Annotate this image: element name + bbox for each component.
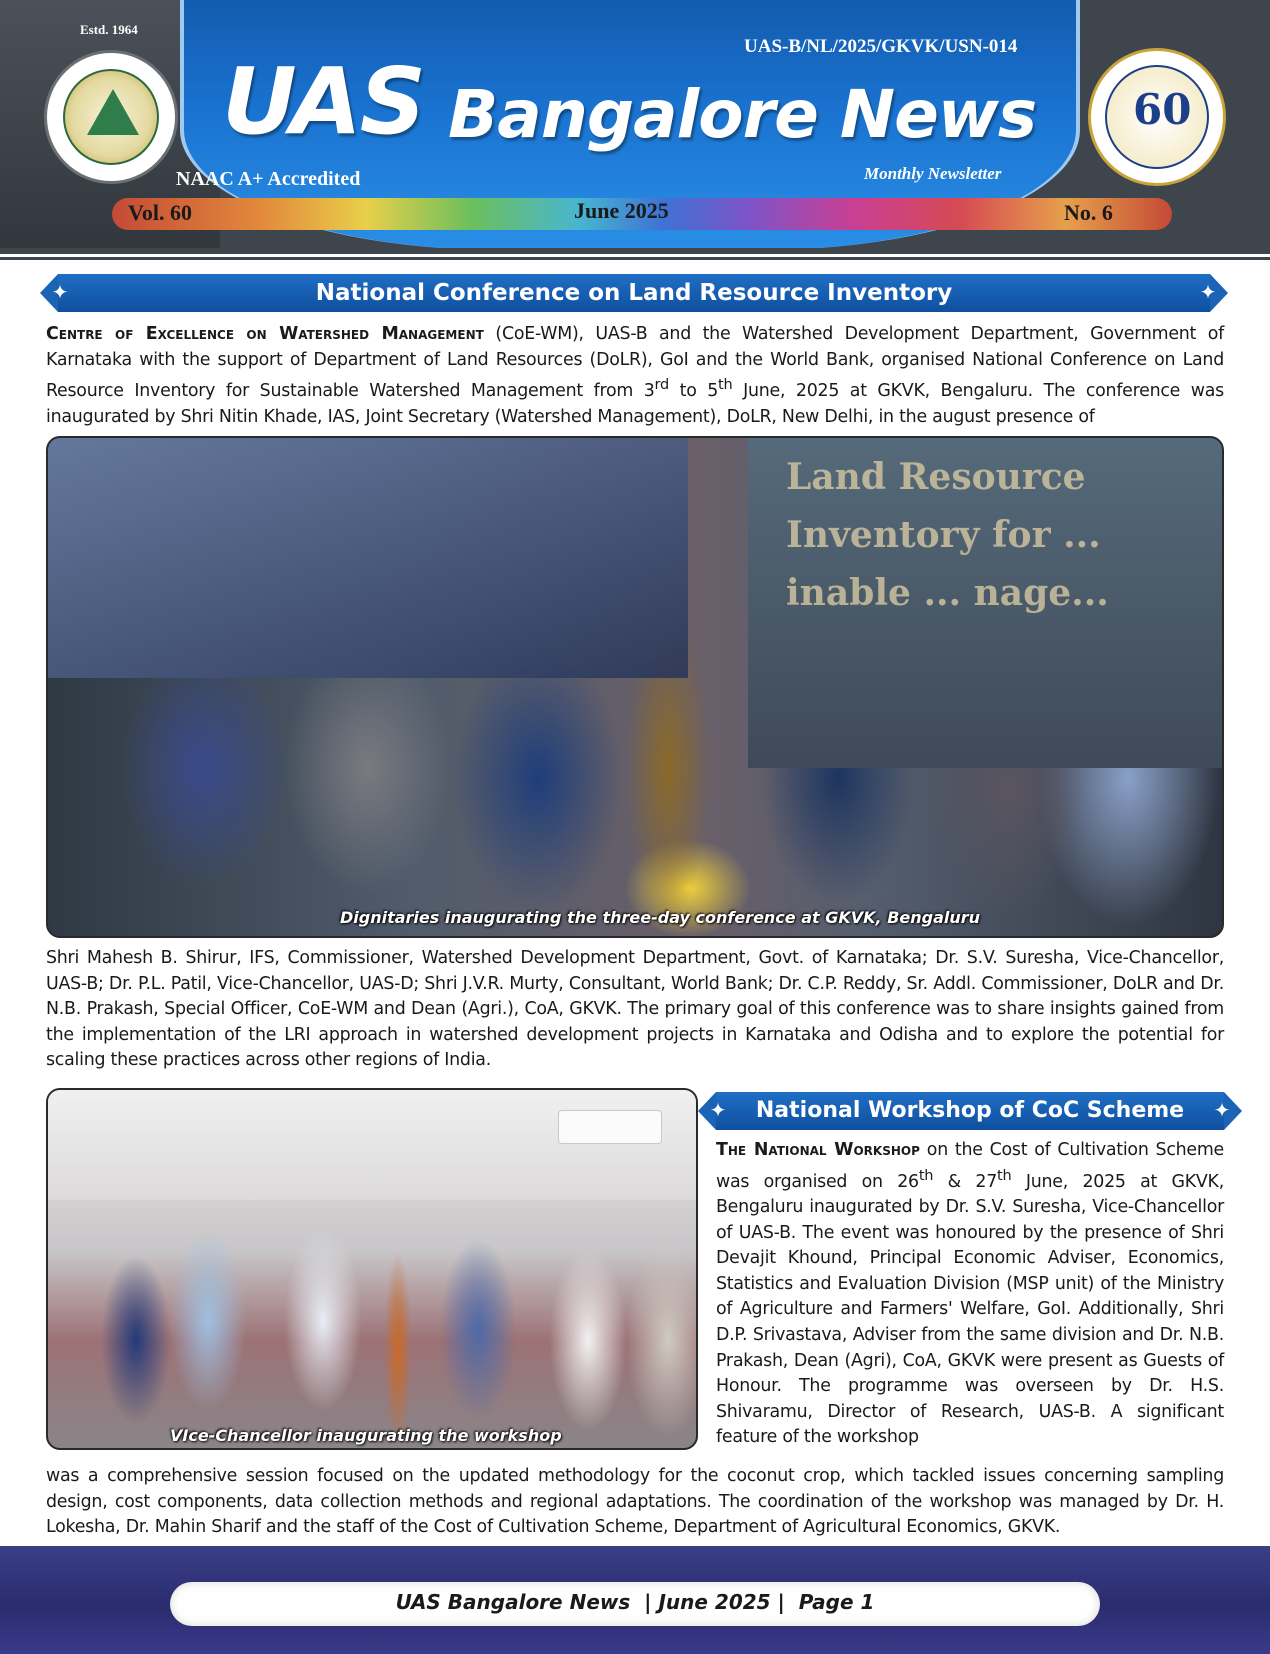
volume-label: Vol. 60 [128, 200, 192, 225]
conference-photo-caption: Dignitaries inaugurating the three-day conference at GKVK, Bengaluru [340, 908, 981, 927]
article2-paragraph-1: The National Workshop on the Cost of Cultivation Scheme was organised on 26th & 27th June, 2025 at GKVK, Bengaluru inaugurated by Dr. S.V. Suresha, Vice-Chancellor of UAS-B. The event was honoured by the presence of Shri Devajit Khound, Principal Economic Adviser, Economics, Statistics and Evaluation Division (MSP unit) of the Ministry of Agriculture and Farmers' Welfare, GoI. Additionally, Shri D.P. Srivastava, Adviser from the same division and Dr. N.B. Prakash, Dean (Agri), CoA, GKVK were present as Guests of Honour. The programme was overseen by Dr. H.S. Shivaramu, Director of Research, UAS-B. A significant feature of the workshop [716, 1140, 1224, 1448]
article2-lead: The National Workshop [716, 1140, 920, 1160]
sparkle-left-icon: ✦ [709, 1098, 727, 1122]
article1-lead: Centre of Excellence on Watershed Management [46, 324, 484, 344]
photo-wall [48, 1090, 698, 1200]
photo-backdrop-banner [748, 438, 1224, 768]
photo-backdrop-screen [48, 438, 688, 678]
article1-heading [51, 274, 1217, 312]
masthead-divider-thin [0, 257, 1270, 260]
article2-paragraph-2: was a comprehensive session focused on the updated methodology for the coconut crop, which tackled issues concerning sampling design, cost components, data collection methods and regional adaptations. The coordination of the workshop was managed by Dr. H. Lokesha, Dr. Mahin Sharif and the staff of the Cost of Cultivation Scheme, Department of Agricultural Economics, GKVK. [46, 1466, 1224, 1538]
newsletter-type-label: Monthly Newsletter [864, 164, 1002, 183]
masthead [0, 0, 1270, 248]
issue-number: No. 6 [1064, 200, 1113, 225]
issue-date: June 2025 [574, 198, 669, 223]
diamond-jubilee-emblem-icon [1088, 48, 1226, 186]
workshop-inauguration-photo [46, 1088, 698, 1450]
established-year: Estd. 1964 [80, 22, 138, 37]
workshop-photo-caption: VIce-Chancellor inaugurating the workshop [170, 1426, 562, 1445]
accreditation-label: NAAC A+ Accredited [176, 168, 361, 190]
article1-heading-text: National Conference on Land Resource Inventory [315, 280, 953, 306]
sparkle-right-icon: ✦ [1213, 1098, 1231, 1122]
photo-air-conditioner [558, 1110, 662, 1144]
sparkle-right-icon: ✦ [1199, 280, 1217, 304]
newsletter-reference-code: UAS-B/NL/2025/GKVK/USN-014 [744, 36, 1018, 57]
photo-banner-text: Land Resource Inventory for ... inable ... nage... [786, 456, 1109, 614]
article1-paragraph-1: Centre of Excellence on Watershed Management (CoE-WM), UAS-B and the Watershed Development Department, Government of Karnataka with the support of Department of Land Resources (DoLR), GoI and the World Bank, organised National Conference on Land Resource Inventory for Sustainable Watershed Management from 3rd to 5th June, 2025 at GKVK, Bengaluru. The conference was inaugurated by Shri Nitin Khade, IAS, Joint Secretary (Watershed Management), DoLR, New Delhi, in the august presence of [46, 324, 1224, 427]
conference-inauguration-photo [46, 436, 1224, 938]
footer-text: UAS Bangalore News | June 2025 | Page 1 [395, 1590, 875, 1614]
newsletter-title-uas: UAS [222, 48, 425, 155]
university-emblem-icon [44, 50, 178, 184]
sparkle-left-icon: ✦ [51, 280, 69, 304]
article2-heading-text: National Workshop of CoC Scheme [755, 1098, 1185, 1123]
article1-paragraph-2: Shri Mahesh B. Shirur, IFS, Commissioner, Watershed Development Department, Govt. of Karnataka; Dr. S.V. Suresha, Vice-Chancellor, UAS-B; Dr. P.L. Patil, Vice-Chancellor, UAS-D; Shri J.V.R. Murty, Consultant, World Bank; Dr. C.P. Reddy, Sr. Addl. Commissioner, DoLR and Dr. N.B. Prakash, Special Officer, CoE-WM and Dean (Agri.), CoA, GKVK. The primary goal of this conference was to share insights gained from the implementation of the LRI approach in watershed development projects in Karnataka and Odisha and to explore the potential for scaling these practices across other regions of India. [46, 948, 1224, 1071]
newsletter-title-rest: Bangalore News [448, 76, 1037, 153]
article2-heading [709, 1092, 1231, 1130]
masthead-divider [0, 248, 1270, 254]
jubilee-number: 60 [1133, 85, 1192, 134]
